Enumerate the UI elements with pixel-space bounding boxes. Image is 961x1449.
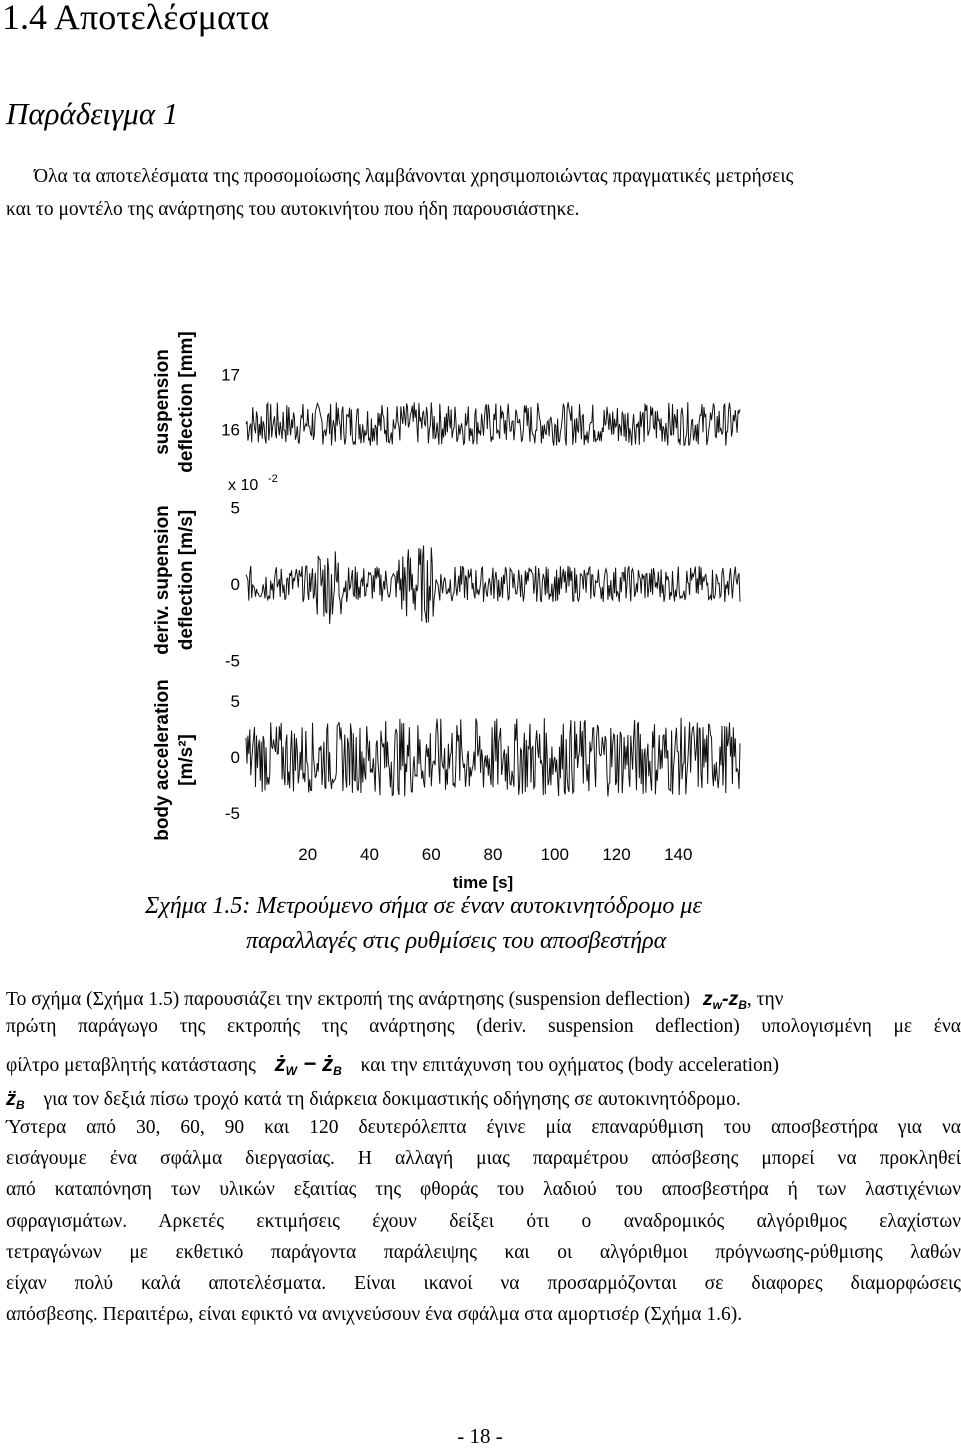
math-zb-ddot bbox=[6, 1088, 25, 1110]
math-subscript: w bbox=[712, 998, 722, 1012]
panel-2-scale-label: x 10 bbox=[228, 477, 259, 494]
page-number: - 18 - bbox=[457, 1424, 503, 1448]
math-subscript: W bbox=[285, 1064, 297, 1078]
panel-3-xtick-label: 120 bbox=[602, 845, 631, 864]
panel-3-ytick-label: -5 bbox=[224, 804, 240, 824]
math-symbol: ż bbox=[274, 1051, 286, 1076]
math-symbol: ż bbox=[322, 1051, 334, 1076]
body-line-5: Ύστερα από 30, 60, 90 και 120 δευτερόλεπτα έγινε μία επαναρύθμιση του αποσβεστήρα για να bbox=[6, 1117, 961, 1138]
panel-2-ylabel: deriv. supension bbox=[152, 505, 173, 655]
panel-3-xtick-label: 40 bbox=[360, 845, 379, 864]
figure-suspension-signals bbox=[150, 282, 790, 892]
body-text: και την επιτάχυνση του οχήματος (body acceleration) bbox=[360, 1055, 780, 1076]
math-symbol: z bbox=[728, 988, 739, 1010]
body-line-11: απόσβεσης. Περαιτέρω, είναι εφικτό να ανιχνεύσουν ένα σφάλμα στα αμορτισέρ (Σχήμα 1.6). bbox=[6, 1304, 743, 1325]
panel-3-xtick-label: 140 bbox=[664, 845, 693, 864]
panel-3 bbox=[152, 679, 740, 892]
panel-3-xtick-label: 80 bbox=[483, 845, 503, 864]
section-title: 1.4 Αποτελέσματα bbox=[2, 0, 270, 37]
panel-3-ytick-label: 0 bbox=[230, 748, 240, 768]
body-text: , την bbox=[746, 989, 784, 1010]
panel-3-xtick-label: 20 bbox=[298, 845, 318, 864]
panel-3-series-line bbox=[246, 718, 740, 797]
example-title: Παράδειγμα 1 bbox=[6, 96, 179, 131]
panel-3-xlabel: time [s] bbox=[452, 873, 514, 892]
panel-2-ytick-label: 5 bbox=[230, 498, 240, 518]
panel-1-ytick-label: 17 bbox=[221, 365, 240, 385]
panel-3-ylabel: body acceleration bbox=[152, 679, 173, 841]
math-zw-dot-minus-zb-dot bbox=[275, 1051, 342, 1076]
panel-2-ytick-label: 0 bbox=[230, 574, 240, 594]
body-line-10: είχαν πολύ καλά αποτελέσματα. Είναι ικανοί να προσαρμόζονται σε διαφορες διαμορφώσεις bbox=[6, 1273, 961, 1294]
body-line-6: εισάγουμε ένα σφάλμα διεργασίας. Η αλλαγή μιας παραμέτρου απόσβεσης μπορεί να προκληθεί bbox=[6, 1148, 961, 1169]
intro-line-1: Όλα τα αποτελέσματα της προσομοίωσης λαμβάνονται χρησιμοποιώντας πραγματικές μετρήσεις bbox=[34, 166, 794, 187]
body-line-1 bbox=[6, 987, 961, 1017]
body-line-2: πρώτη παράγωγο της εκτροπής της ανάρτησης (deriv. suspension deflection) υπολογισμένη με ένα bbox=[6, 1016, 961, 1037]
math-zw-zb bbox=[703, 988, 747, 1010]
math-operator: - bbox=[721, 988, 729, 1010]
panel-2-ytick-label: -5 bbox=[224, 651, 240, 671]
math-symbol: z̈ bbox=[6, 1088, 16, 1110]
panel-3-ytick-label: 5 bbox=[230, 692, 240, 712]
math-subscript: B bbox=[333, 1064, 342, 1078]
math-symbol: z bbox=[702, 988, 713, 1010]
body-line-4 bbox=[6, 1087, 961, 1117]
panel-2 bbox=[152, 473, 740, 670]
panel-1-ylabel: suspension bbox=[152, 349, 173, 455]
panel-2-series-line bbox=[246, 546, 740, 625]
math-subscript: B bbox=[16, 1098, 25, 1112]
panel-2-ylabel: deflection [m/s] bbox=[176, 509, 197, 651]
math-operator: − bbox=[303, 1051, 316, 1076]
figure-caption-line-2: παραλλαγές στις ρυθμίσεις του αποσβεστήρα bbox=[246, 928, 667, 954]
body-text: φίλτρο μεταβλητής κατάστασης bbox=[6, 1055, 256, 1076]
panel-2-scale-exponent: -2 bbox=[268, 473, 278, 485]
body-line-9: τετραγώνων με εκθετικό παράγοντα παράλειψης και οι αλγόριθμοι πρόγνωσης-ρύθμισης λαθών bbox=[6, 1242, 961, 1263]
body-text: για τον δεξιά πίσω τροχό κατά τη διάρκεια δοκιμαστικής οδήγησης σε αυτοκινητόδρομο. bbox=[43, 1089, 741, 1110]
panel-1-ytick-label: 16 bbox=[221, 420, 240, 440]
math-subscript: B bbox=[738, 998, 747, 1012]
panel-3-ylabel: [m/s²] bbox=[176, 734, 197, 786]
panel-3-xtick-label: 100 bbox=[540, 845, 569, 864]
body-line-3 bbox=[6, 1052, 961, 1083]
body-line-8: σφραγισμάτων. Αρκετές εκτιμήσεις έχουν δείξει ότι ο αναδρομικός αλγόριθμος ελαχίστων bbox=[6, 1211, 961, 1232]
body-line-7: από καταπόνηση των υλικών εξαιτίας της φθοράς του λαδιού του αποσβεστήρα ή των λαστιχένιων bbox=[6, 1179, 961, 1200]
panel-1 bbox=[152, 331, 740, 472]
body-text: Το σχήμα (Σχήμα 1.5) παρουσιάζει την εκτροπή της ανάρτησης (suspension deflection) bbox=[6, 989, 690, 1010]
figure-caption-line-1: Σχήμα 1.5: Μετρούμενο σήμα σε έναν αυτοκινητόδρομο με bbox=[145, 893, 702, 919]
panel-3-xtick-label: 60 bbox=[421, 845, 441, 864]
intro-line-2: και το μοντέλο της ανάρτησης του αυτοκινήτου που ήδη παρουσιάστηκε. bbox=[6, 199, 580, 220]
panel-1-series-line bbox=[246, 402, 740, 446]
panel-1-ylabel: deflection [mm] bbox=[176, 331, 197, 473]
